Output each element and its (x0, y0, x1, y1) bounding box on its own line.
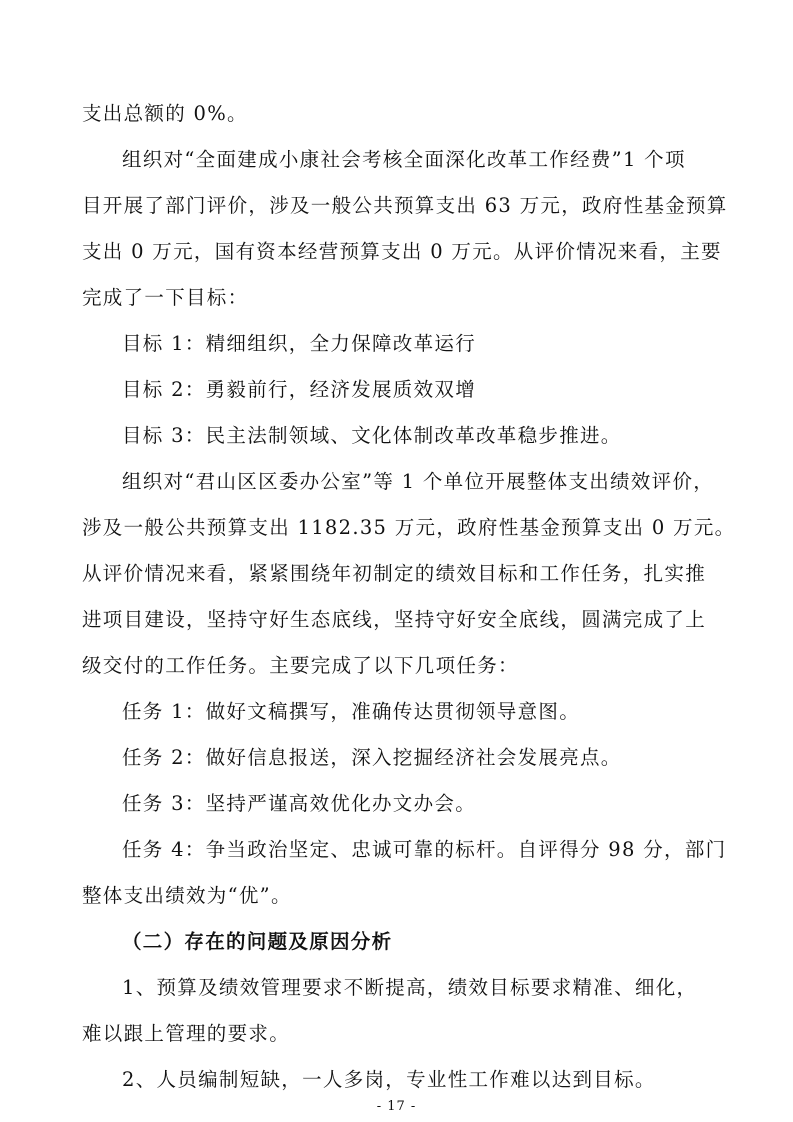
text-line: 涉及一般公共预算支出 1182.35 万元，政府性基金预算支出 0 万元。 (82, 516, 736, 539)
text-line: 难以跟上管理的要求。 (82, 1022, 291, 1045)
text-line: 目标 2：勇毅前行，经济发展质效双增 (122, 378, 477, 401)
text-line: 支出总额的 0%。 (82, 102, 248, 125)
text-line: 进项目建设，坚持守好生态底线，坚持守好安全底线，圆满完成了上 (82, 608, 707, 631)
text-line: 整体支出绩效为“优”。 (82, 884, 292, 907)
text-line: 任务 3：坚持严谨高效优化办文办会。 (122, 792, 477, 815)
text-line: 2、人员编制短缺，一人多岗，专业性工作难以达到目标。 (122, 1068, 656, 1091)
text-line: 1、预算及绩效管理要求不断提高，绩效目标要求精准、细化， (122, 976, 698, 999)
text-line: 目标 3：民主法制领域、文化体制改革改革稳步推进。 (122, 424, 622, 447)
page-number: - 17 - (376, 1099, 417, 1114)
text-line: 目标 1：精细组织，全力保障改革运行 (122, 332, 477, 355)
text-line: 任务 1：做好文稿撰写，准确传达贯彻领导意图。 (122, 700, 581, 723)
text-line: 级交付的工作任务。主要完成了以下几项任务： (82, 654, 519, 677)
text-line: 组织对“全面建成小康社会考核全面深化改革工作经费”1 个项 (122, 148, 686, 171)
text-line: 任务 2：做好信息报送，深入挖掘经济社会发展亮点。 (122, 746, 622, 769)
text-line: 任务 4：争当政治坚定、忠诚可靠的标杆。自评得分 98 分，部门 (122, 838, 727, 861)
text-line: 支出 0 万元，国有资本经营预算支出 0 万元。从评价情况来看，主要 (82, 240, 722, 263)
text-line: 组织对“君山区区委办公室”等 1 个单位开展整体支出绩效评价， (122, 470, 715, 493)
text-line: 从评价情况来看，紧紧围绕年初制定的绩效目标和工作任务，扎实推 (82, 562, 707, 585)
text-line: 完成了一下目标： (82, 286, 249, 309)
section-heading: （二）存在的问题及原因分析 (122, 930, 393, 953)
text-line: 目开展了部门评价，涉及一般公共预算支出 63 万元，政府性基金预算 (82, 194, 728, 217)
